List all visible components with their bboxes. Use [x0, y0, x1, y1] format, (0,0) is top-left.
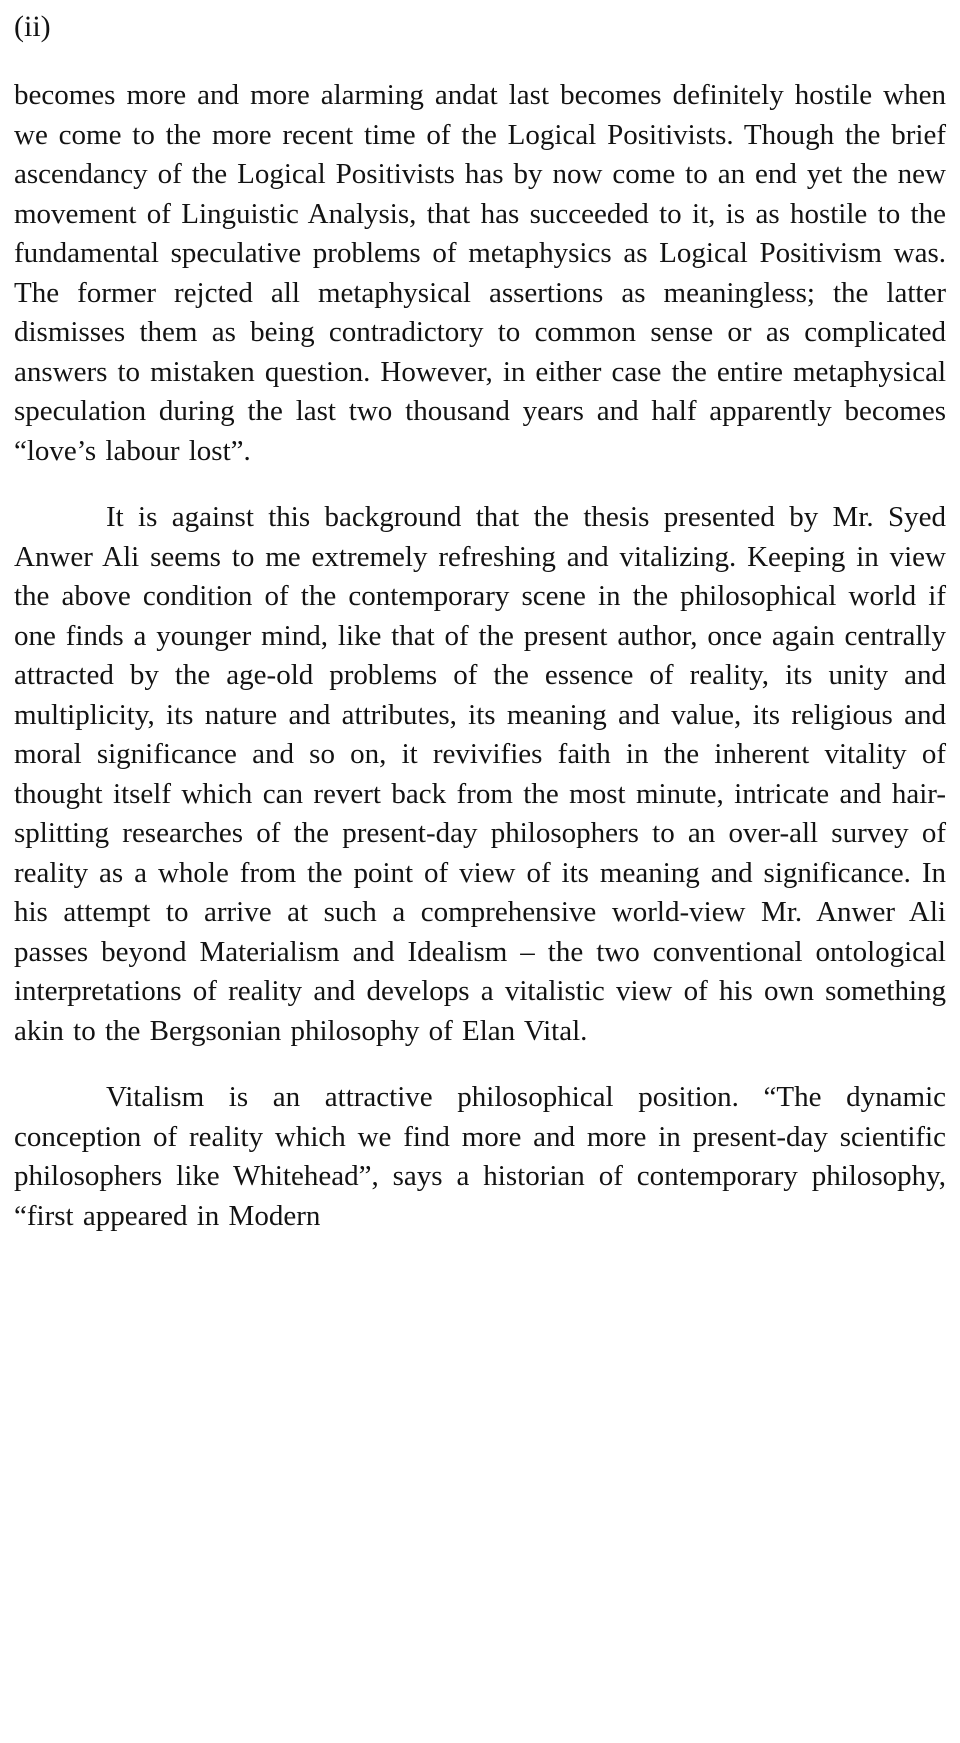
paragraph: Vitalism is an attractive philosophical position. “The dynamic conception of reality which we find more and more in present-day scientific philosophers like Whitehead”, says a historian of contemporary philosophy, “first appeared in Modern [14, 1081, 946, 1232]
page-number: (ii) [14, 10, 51, 43]
paragraph-continuation: becomes more and more alarming andat last becomes definitely hostile when we come to the more recent time of the Logical Positivists. Though the brief ascendancy of the Logical Positivists has by now come to an end yet the new movement of Linguistic Analysis, that has succeeded to it, is as hostile to the fundamental speculative problems of metaphysics as Logical Positivism was. The former rejcted all metaphysical assertions as meaningless; the latter dismisses them as being contradictory to common sense or as complicated answers to mistaken question. However, in either case the entire metaphysical speculation during the last two thousand years and half apparently becomes “love’s labour lost”. [14, 79, 946, 467]
paragraph: It is against this background that the thesis presented by Mr. Syed Anwer Ali seems to me extremely refreshing and vitalizing. Keeping in view the above condition of the contemporary scene in the philosophical world if one finds a younger mind, like that of the present author, once again centrally attracted by the age-old problems of the essence of reality, its unity and multiplicity, its nature and attributes, its meaning and value, its religious and moral significance and so on, it revivifies faith in the inherent vitality of thought itself which can revert back from the most minute, intricate and hair-splitting researches of the present-day philosophers to an over-all survey of reality as a whole from the point of view of its meaning and significance. In his attempt to arrive at such a comprehensive world-view Mr. Anwer Ali passes beyond Materialism and Idealism – the two conventional ontological interpretations of reality and develops a vitalistic view of his own something akin to the Bergsonian philosophy of Elan Vital. [14, 501, 946, 1047]
page-body [14, 76, 946, 1236]
